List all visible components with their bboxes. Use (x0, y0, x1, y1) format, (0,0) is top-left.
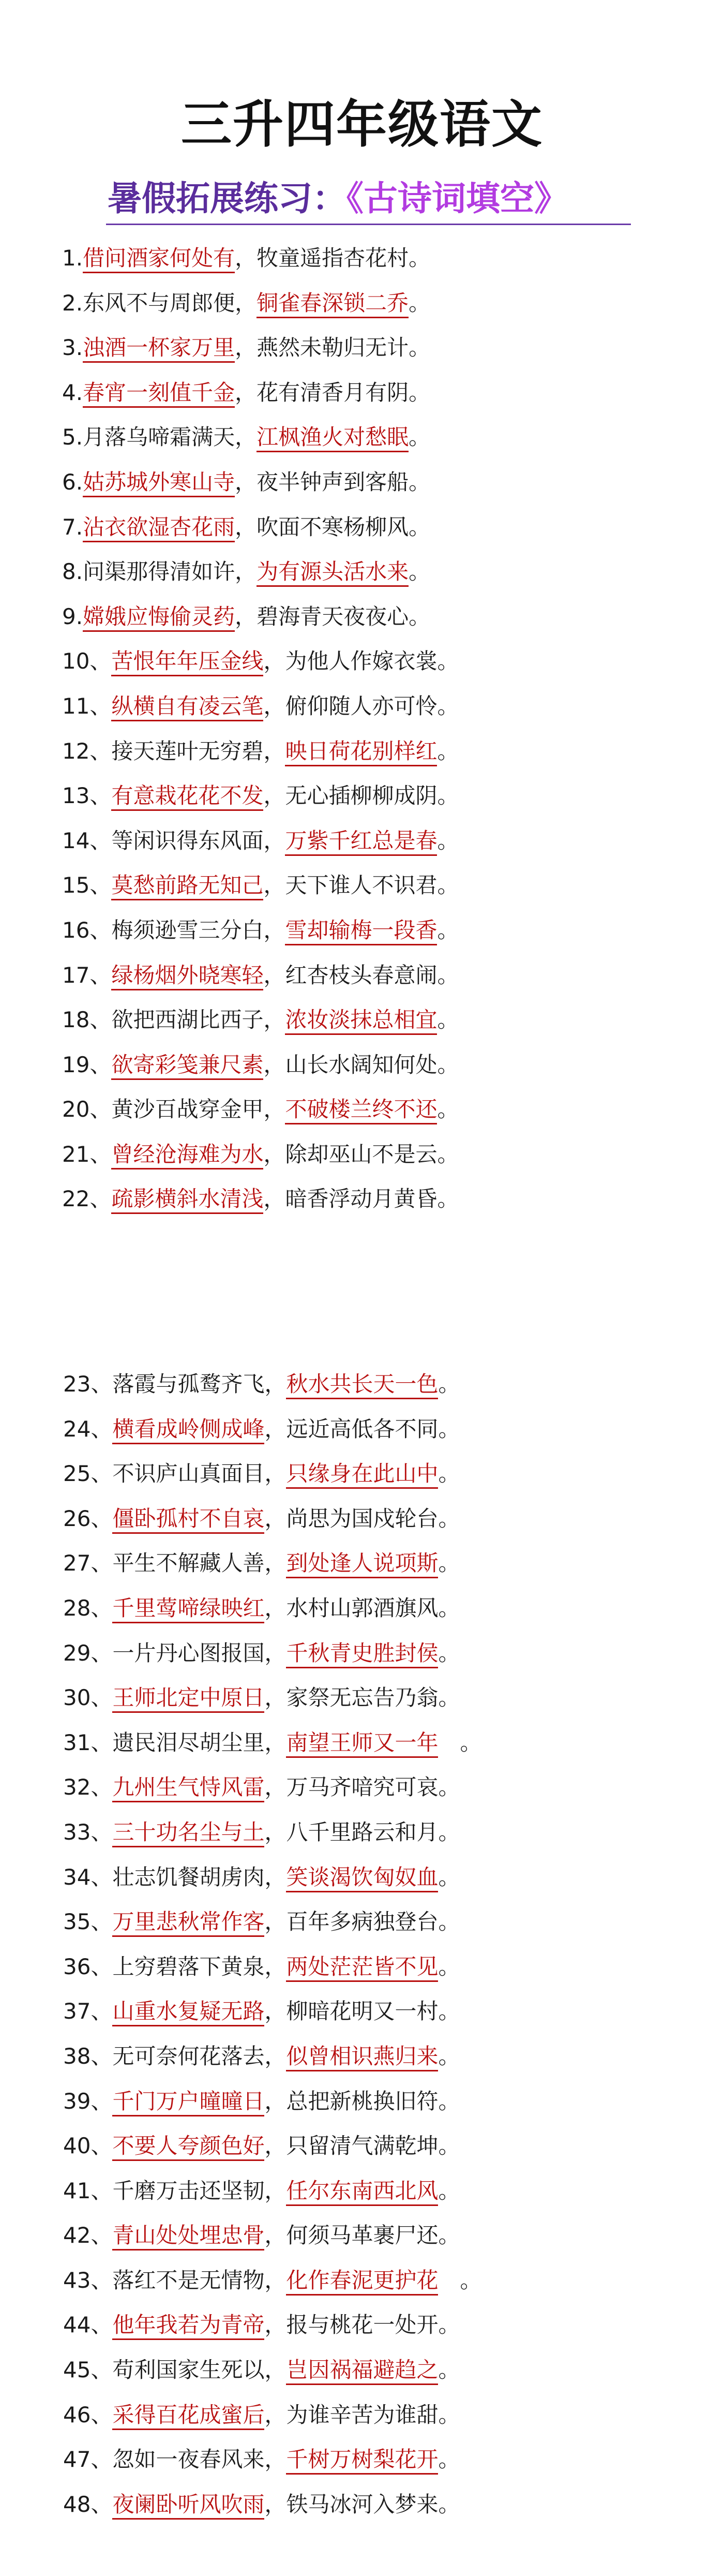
poem-line (0, 1362, 724, 1407)
line-number: 44、 (63, 2312, 113, 2338)
line-answer: 为有源头活水来 (257, 559, 409, 587)
poem-line (0, 1765, 724, 1810)
line-prompt-after: 。 (438, 1550, 460, 1576)
poem-line (0, 1989, 724, 2034)
poem-line (0, 908, 724, 953)
poem-line (0, 281, 724, 326)
poem-line (0, 1541, 724, 1586)
poem-line (0, 2213, 724, 2258)
line-prompt-before: 梅须逊雪三分白， (111, 917, 285, 943)
poem-line (0, 2437, 724, 2482)
poem-line (0, 684, 724, 729)
line-prompt-after: 。 (437, 827, 459, 853)
line-prompt-after: ，报与桃花一处开。 (264, 2312, 460, 2338)
line-number: 45、 (63, 2357, 113, 2383)
line-prompt-after: 。 (437, 738, 459, 764)
line-prompt-after: ，总把新桃换旧符。 (264, 2088, 460, 2114)
line-number: 19、 (62, 1052, 112, 1077)
line-prompt-after: ，为谁辛苦为谁甜。 (264, 2402, 460, 2427)
line-prompt-before: 欲把西湖比西子， (111, 1007, 285, 1033)
line-answer: 万里悲秋常作客 (112, 1909, 264, 1937)
line-number: 27、 (63, 1550, 113, 1576)
line-number: 14、 (62, 827, 112, 853)
line-prompt-before: 一片丹心图报国， (112, 1640, 286, 1666)
poem-line (0, 595, 724, 640)
line-answer: 雪却输梅一段香 (285, 917, 437, 945)
line-prompt-after: ，除却巫山不是云。 (263, 1141, 459, 1167)
line-answer: 千树万树梨花开 (286, 2447, 438, 2475)
poem-line (0, 819, 724, 864)
line-prompt-after: 。 (438, 1461, 460, 1487)
line-answer: 曾经沧海难为水 (111, 1142, 263, 1169)
subtitle-prefix: 暑假拓展练习： (108, 179, 346, 218)
line-answer: 化作春泥更护花 (286, 2268, 438, 2296)
line-number: 5. (62, 424, 83, 450)
line-prompt-after: ，花有清香月有阴。 (235, 379, 431, 405)
line-prompt-after: ，尚思为国戍轮台。 (264, 1505, 460, 1531)
line-answer: 映日荷花别样红 (285, 738, 437, 766)
poem-line (0, 1855, 724, 1900)
line-answer: 万紫千红总是春 (285, 828, 437, 856)
line-number: 20、 (62, 1097, 112, 1122)
line-answer: 只缘身在此山中 (286, 1461, 438, 1489)
line-number: 16、 (62, 917, 112, 943)
line-answer: 江枫渔火对愁眠 (257, 424, 409, 452)
line-answer: 僵卧孤村不自哀 (112, 1506, 264, 1534)
line-prompt-after: 。 (438, 2043, 460, 2069)
line-number: 21、 (62, 1141, 112, 1167)
poem-line (0, 1900, 724, 1945)
line-answer: 借问酒家何处有 (83, 245, 235, 273)
line-answer: 采得百花成蜜后 (112, 2402, 264, 2430)
line-answer: 春宵一刻值千金 (83, 380, 235, 408)
line-prompt-after: ，远近高低各不同。 (264, 1416, 460, 1442)
poem-line (0, 2393, 724, 2438)
line-answer: 南望王师又一年 (286, 1730, 438, 1758)
line-answer: 岂因祸福避趋之 (286, 2357, 438, 2385)
line-number: 24、 (63, 1416, 113, 1442)
line-prompt-before: 落霞与孤鹜齐飞， (112, 1371, 286, 1397)
line-number: 42、 (63, 2223, 113, 2248)
line-number: 2. (62, 290, 83, 316)
poem-list-section-2 (0, 1362, 724, 2527)
poem-line (0, 460, 724, 505)
poem-line (0, 1586, 724, 1631)
line-answer: 两处茫茫皆不见 (286, 1954, 438, 1982)
line-number: 37、 (63, 1998, 113, 2024)
page-subtitle (108, 171, 568, 225)
poem-line (0, 1676, 724, 1721)
line-prompt-after: 。 (438, 2357, 460, 2383)
line-prompt-after: ，山长水阔知何处。 (263, 1052, 459, 1077)
line-answer: 铜雀春深锁二乔 (257, 290, 409, 318)
line-number: 30、 (63, 1685, 113, 1711)
line-prompt-after: ，夜半钟声到客船。 (235, 469, 431, 495)
line-prompt-before: 月落乌啼霜满天， (83, 424, 257, 450)
poem-line (0, 1177, 724, 1222)
line-prompt-after: ，暗香浮动月黄昏。 (263, 1186, 459, 1212)
line-answer: 夜阑卧听风吹雨 (112, 2492, 264, 2520)
line-answer: 王师北定中原日 (112, 1685, 264, 1713)
line-answer: 嫦娥应悔偷灵药 (83, 604, 235, 632)
poem-line (0, 1810, 724, 1855)
poem-line (0, 1452, 724, 1497)
line-answer: 似曾相识燕归来 (286, 2044, 438, 2071)
line-number: 41、 (63, 2178, 113, 2203)
poem-line (0, 236, 724, 281)
line-number: 32、 (63, 1774, 113, 1800)
line-prompt-after: 。 (409, 559, 431, 585)
poem-line (0, 2258, 724, 2303)
poem-line (0, 2034, 724, 2079)
line-answer: 九州生气恃风雷 (112, 1774, 264, 1802)
line-answer: 青山处处埋忠骨 (112, 2223, 264, 2251)
line-number: 28、 (63, 1595, 113, 1621)
line-number: 12、 (62, 738, 112, 764)
line-answer: 到处逢人说项斯 (286, 1550, 438, 1578)
line-prompt-after: ，万马齐喑究可哀。 (264, 1774, 460, 1800)
poem-line (0, 550, 724, 595)
line-prompt-after: 。 (438, 2267, 482, 2293)
line-prompt-before: 等闲识得东风面， (111, 827, 285, 853)
line-prompt-before: 黄沙百战穿金甲， (111, 1097, 285, 1122)
line-number: 25、 (63, 1461, 113, 1487)
poem-line (0, 1043, 724, 1088)
line-number: 48、 (63, 2491, 113, 2517)
subtitle-underline (106, 224, 631, 225)
line-number: 43、 (63, 2267, 113, 2293)
poem-line (0, 1945, 724, 1990)
line-number: 9. (62, 603, 83, 629)
line-prompt-after: 。 (437, 917, 459, 943)
line-number: 6. (62, 469, 83, 495)
line-number: 10、 (62, 648, 112, 674)
line-number: 47、 (63, 2447, 113, 2473)
line-prompt-before: 接天莲叶无穷碧， (111, 738, 285, 764)
line-prompt-after: ，吹面不寒杨柳风。 (235, 514, 431, 540)
line-prompt-after: 。 (438, 1864, 460, 1890)
line-prompt-after: 。 (438, 1371, 460, 1397)
line-answer: 有意栽花花不发 (111, 783, 263, 811)
line-number: 26、 (63, 1505, 113, 1531)
line-number: 31、 (63, 1729, 113, 1755)
line-prompt-before: 忽如一夜春风来， (112, 2447, 286, 2473)
poem-line (0, 1497, 724, 1542)
line-number: 15、 (62, 872, 112, 898)
line-answer: 任尔东南西北风 (286, 2178, 438, 2206)
line-prompt-before: 不识庐山真面目， (112, 1461, 286, 1487)
line-prompt-before: 壮志饥餐胡虏肉， (112, 1864, 286, 1890)
line-prompt-after: 。 (438, 1953, 460, 1979)
line-prompt-after: 。 (438, 2178, 460, 2203)
line-prompt-after: ，百年多病独登台。 (264, 1909, 460, 1935)
poem-line (0, 729, 724, 774)
line-number: 40、 (63, 2133, 113, 2159)
poem-line (0, 505, 724, 550)
line-prompt-after: 。 (438, 2447, 460, 2473)
poem-line (0, 1721, 724, 1766)
line-answer: 横看成岭侧成峰 (112, 1416, 264, 1444)
line-prompt-after: ，牧童遥指杏花村。 (235, 245, 431, 271)
poem-line (0, 325, 724, 371)
page-title: 三升四年级语文 (180, 95, 543, 154)
poem-line (0, 2348, 724, 2393)
poem-line (0, 2482, 724, 2527)
line-prompt-after: ，燕然未勒归无计。 (235, 335, 431, 361)
line-prompt-after: ，天下谁人不识君。 (263, 872, 459, 898)
line-answer: 苦恨年年压金线 (111, 648, 263, 676)
line-answer: 沾衣欲湿杏花雨 (83, 514, 235, 542)
line-answer: 绿杨烟外晓寒轻 (111, 963, 263, 990)
line-prompt-after: ，何须马革裹尸还。 (264, 2223, 460, 2248)
subtitle-main: 《古诗词填空》 (346, 179, 568, 218)
poem-line (0, 998, 724, 1043)
poem-line (0, 371, 724, 416)
line-answer: 莫愁前路无知己 (111, 872, 263, 900)
poem-line (0, 2124, 724, 2169)
line-answer: 千里莺啼绿映红 (112, 1595, 264, 1623)
poem-line (0, 2079, 724, 2124)
line-prompt-before: 苟利国家生死以， (112, 2357, 286, 2383)
line-answer: 浓妆淡抹总相宜 (285, 1007, 437, 1035)
line-answer: 他年我若为青帝 (112, 2312, 264, 2340)
line-prompt-after: ，水村山郭酒旗风。 (264, 1595, 460, 1621)
line-prompt-before: 遗民泪尽胡尘里， (112, 1729, 286, 1755)
line-number: 1. (62, 245, 83, 271)
line-prompt-after: ，俯仰随人亦可怜。 (263, 693, 459, 719)
line-number: 13、 (62, 783, 112, 809)
line-prompt-after: 。 (438, 1729, 482, 1755)
line-number: 3. (62, 335, 83, 361)
poem-line (0, 863, 724, 908)
line-number: 38、 (63, 2043, 113, 2069)
line-answer: 千门万户曈曈日 (112, 2089, 264, 2116)
line-prompt-after: 。 (409, 290, 431, 316)
line-answer: 疏影横斜水清浅 (111, 1186, 263, 1214)
line-prompt-before: 东风不与周郎便， (83, 290, 257, 316)
line-number: 18、 (62, 1007, 112, 1033)
line-number: 29、 (63, 1640, 113, 1666)
line-prompt-before: 平生不解藏人善， (112, 1550, 286, 1576)
line-prompt-after: 。 (409, 424, 431, 450)
line-answer: 不破楼兰终不还 (285, 1097, 437, 1124)
line-number: 7. (62, 514, 83, 540)
line-answer: 欲寄彩笺兼尺素 (111, 1052, 263, 1080)
line-answer: 笑谈渴饮匈奴血 (286, 1864, 438, 1892)
line-number: 33、 (63, 1819, 113, 1845)
poem-line (0, 1087, 724, 1132)
line-number: 36、 (63, 1953, 113, 1979)
line-prompt-before: 上穷碧落下黄泉， (112, 1953, 286, 1979)
line-answer: 山重水复疑无路 (112, 1998, 264, 2026)
line-prompt-after: ，只留清气满乾坤。 (264, 2133, 460, 2159)
poem-list-section-1 (0, 236, 724, 1222)
line-number: 46、 (63, 2402, 113, 2427)
line-number: 39、 (63, 2088, 113, 2114)
line-prompt-before: 千磨万击还坚韧， (112, 2178, 286, 2203)
line-answer: 姑苏城外寒山寺 (83, 469, 235, 497)
line-prompt-after: ，铁马冰河入梦来。 (264, 2491, 460, 2517)
poem-line (0, 2169, 724, 2214)
poem-line (0, 415, 724, 460)
line-prompt-before: 无可奈何花落去， (112, 2043, 286, 2069)
poem-line (0, 639, 724, 684)
line-prompt-after: ，为他人作嫁衣裳。 (263, 648, 459, 674)
line-number: 34、 (63, 1864, 113, 1890)
line-answer: 浊酒一杯家万里 (83, 335, 235, 363)
line-answer: 秋水共长天一色 (286, 1371, 438, 1399)
line-number: 4. (62, 379, 83, 405)
line-number: 8. (62, 559, 83, 585)
line-answer: 纵横自有凌云笔 (111, 693, 263, 721)
line-number: 35、 (63, 1909, 113, 1935)
line-prompt-before: 问渠那得清如许， (83, 559, 257, 585)
line-number: 22、 (62, 1186, 112, 1212)
poem-line (0, 2303, 724, 2348)
poem-line (0, 774, 724, 819)
poem-line (0, 1132, 724, 1177)
line-prompt-after: 。 (438, 1640, 460, 1666)
line-answer: 千秋青史胜封侯 (286, 1640, 438, 1668)
line-answer: 不要人夸颜色好 (112, 2133, 264, 2161)
poem-line (0, 1407, 724, 1452)
line-prompt-after: ，柳暗花明又一村。 (264, 1998, 460, 2024)
line-prompt-after: ，碧海青天夜夜心。 (235, 603, 431, 629)
line-prompt-after: ，红杏枝头春意闹。 (263, 962, 459, 988)
line-number: 17、 (62, 962, 112, 988)
line-number: 11、 (62, 693, 112, 719)
line-prompt-after: 。 (437, 1007, 459, 1033)
line-prompt-after: 。 (437, 1097, 459, 1122)
line-number: 23、 (63, 1371, 113, 1397)
poem-line (0, 953, 724, 998)
line-answer: 三十功名尘与土 (112, 1819, 264, 1847)
poem-line (0, 1631, 724, 1676)
line-prompt-after: ，家祭无忘告乃翁。 (264, 1685, 460, 1711)
line-prompt-after: ，八千里路云和月。 (264, 1819, 460, 1845)
line-prompt-after: ，无心插柳柳成阴。 (263, 783, 459, 809)
line-prompt-before: 落红不是无情物， (112, 2267, 286, 2293)
